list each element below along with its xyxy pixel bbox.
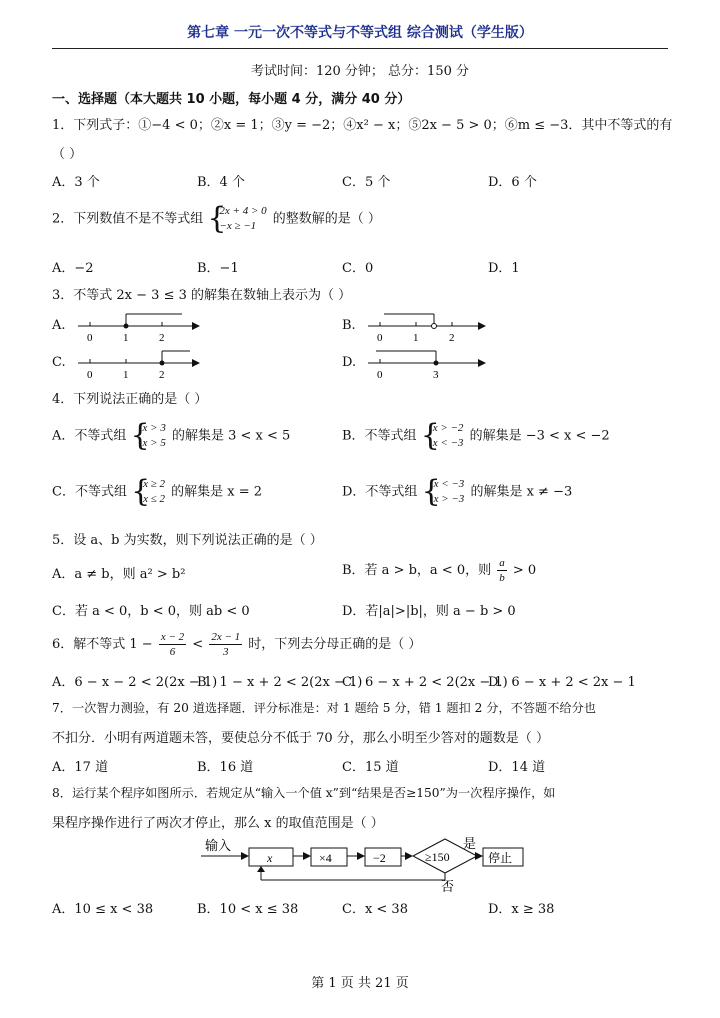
fraction-numerator: x − 2 <box>160 631 185 643</box>
q6-option-c: C．6 − x + 2 < 2(2x − 1) <box>342 675 508 690</box>
q2-stem <box>52 204 381 234</box>
q4-option-c <box>52 477 262 507</box>
program-flowchart <box>195 834 535 894</box>
page-number: 第 1 页 共 21 页 <box>311 976 409 991</box>
q2-option-b: B．−1 <box>197 261 239 276</box>
q2-system-brace <box>209 204 266 234</box>
q8-option-b: B．10 < x ≤ 38 <box>197 902 299 917</box>
q1-option-c: C．5 个 <box>342 175 391 190</box>
number-line-a <box>72 310 202 344</box>
tick-label: 0 <box>377 369 383 381</box>
section-heading-choice: 一、选择题（本大题共 10 小题，每小题 4 分，满分 40 分） <box>52 92 411 107</box>
number-line-d <box>362 347 492 381</box>
q4-option-a <box>52 421 290 451</box>
q4-system-brace <box>133 477 165 507</box>
q4-option-prefix: A．不等式组 <box>52 428 127 444</box>
number-line-b <box>362 310 492 344</box>
fraction-denominator: 6 <box>169 646 176 658</box>
flow-no-label: 否 <box>441 879 455 894</box>
tick-label: 1 <box>413 332 419 344</box>
q7-option-b: B．16 道 <box>197 760 254 775</box>
title-divider <box>52 48 668 49</box>
flow-var: x <box>267 851 273 865</box>
tick-label: 0 <box>377 332 383 344</box>
number-line-c <box>72 347 202 381</box>
q8-option-c: C．x < 38 <box>342 902 408 917</box>
q6-stem <box>52 630 421 659</box>
q1-option-d: D．6 个 <box>488 175 537 190</box>
q8-option-a: A．10 ≤ x < 38 <box>52 902 154 917</box>
q5-option-a: A．a ≠ b，则 a² > b² <box>52 567 186 582</box>
q4-option-suffix: 的解集是 x = 2 <box>171 484 263 500</box>
q4-system-brace <box>423 421 464 451</box>
q3-label-d: D. <box>342 355 357 370</box>
q3-label-c: C. <box>52 355 66 370</box>
flow-stop: 停止 <box>488 851 513 865</box>
flow-condition: ≥150 <box>425 850 450 864</box>
q2-option-c: C．0 <box>342 261 374 276</box>
q1-paren: （ ） <box>52 147 83 162</box>
flow-yes-label: 是 <box>463 836 477 851</box>
q8-line1: 8．运行某个程序如图所示．若规定从“输入一个值 x”到“结果是否≥150”为一次程序操作，如 <box>52 786 556 800</box>
q7-option-c: C．15 道 <box>342 760 399 775</box>
q5-option-d: D．若|a|>|b|，则 a − b > 0 <box>342 604 516 619</box>
flow-times: ×4 <box>319 851 332 865</box>
q1-stem: 1．下列式子：①−4 < 0；②x = 1；③y = −2；④x² − x；⑤2x − 5 > 0；⑥m ≤ −3．其中不等式的有 <box>52 118 673 133</box>
page-title: 第七章 一元一次不等式与不等式组 综合测试（学生版） <box>187 25 533 41</box>
q8-option-d: D．x ≥ 38 <box>488 902 555 917</box>
exam-info: 考试时间：120 分钟； 总分：150 分 <box>250 64 470 79</box>
q3-stem: 3．不等式 2x − 3 ≤ 3 的解集在数轴上表示为（ ） <box>52 288 352 303</box>
q4-system-row: { x > −2 <box>432 422 464 434</box>
q4-option-suffix: 的解集是 3 < x < 5 <box>171 428 291 444</box>
q8-line2: 果程序操作进行了两次才停止，那么 x 的取值范围是（ ） <box>52 816 384 831</box>
fraction-denominator: b <box>499 572 505 584</box>
q4-option-suffix: 的解集是 x ≠ −3 <box>470 484 573 500</box>
fraction-numerator: 2x − 1 <box>211 631 241 643</box>
tick-label: 2 <box>449 332 455 344</box>
q1-option-b: B．4 个 <box>197 175 245 190</box>
q4-stem: 4．下列说法正确的是（ ） <box>52 392 208 407</box>
tick-label: 0 <box>87 332 93 344</box>
q4-system-row: x < −3 <box>432 437 464 449</box>
q4-system-row: x > 5 <box>142 437 166 449</box>
q7-line1: 7．一次智力测验，有 20 道选择题．评分标准是：对 1 题给 5 分，错 1 题扣 2 分，不答题不给分也 <box>52 701 596 715</box>
q5-option-b <box>342 556 536 585</box>
fraction-numerator: a <box>499 557 505 569</box>
tick-label: 0 <box>87 369 93 381</box>
tick-label: 3 <box>433 369 439 381</box>
q2-system-row: −x ≥ −1 <box>219 220 257 232</box>
tick-label: 2 <box>159 332 165 344</box>
q4-system-row: { x < −3 <box>433 478 465 490</box>
q3-label-b: B. <box>342 318 356 333</box>
q2-option-d: D．1 <box>488 261 520 276</box>
fraction <box>209 630 242 659</box>
q4-option-d <box>342 477 572 507</box>
q1-option-a: A．3 个 <box>52 175 100 190</box>
q4-system-row: { x ≥ 2 <box>143 478 166 490</box>
q4-option-suffix: 的解集是 −3 < x < −2 <box>469 428 610 444</box>
q4-system-row: x ≤ 2 <box>143 493 166 505</box>
q2-prefix: 2．下列数值不是不等式组 <box>52 211 204 227</box>
q5-option-suffix: > 0 <box>512 563 537 578</box>
q6-option-b: B．1 − x + 2 < 2(2x − 1) <box>197 675 363 690</box>
q5-option-c: C．若 a < 0，b < 0，则 ab < 0 <box>52 604 250 619</box>
tick-label: 2 <box>159 369 165 381</box>
q4-option-prefix: B．不等式组 <box>342 428 417 444</box>
q6-less-than: < <box>192 637 204 652</box>
q5-stem: 5．设 a、b 为实数，则下列说法正确的是（ ） <box>52 533 323 548</box>
q6-suffix: 时，下列去分母正确的是（ ） <box>248 637 422 652</box>
q2-system-row: { 2x + 4 > 0 <box>219 205 267 217</box>
q6-prefix: 6．解不等式 1 − <box>52 637 153 652</box>
q4-option-prefix: D．不等式组 <box>342 484 418 500</box>
q3-label-a: A. <box>52 318 66 333</box>
fraction <box>159 630 186 659</box>
fraction <box>497 556 507 585</box>
q2-option-a: A．−2 <box>52 261 94 276</box>
q7-option-a: A．17 道 <box>52 760 109 775</box>
q4-system-brace <box>133 421 166 451</box>
tick-label: 1 <box>123 332 129 344</box>
flow-minus: −2 <box>373 851 386 865</box>
q4-system-row: x > −3 <box>433 493 465 505</box>
fraction-denominator: 3 <box>223 646 229 658</box>
q7-option-d: D．14 道 <box>488 760 546 775</box>
q6-option-a: A．6 − x − 2 < 2(2x − 1) <box>52 675 218 690</box>
tick-label: 1 <box>123 369 129 381</box>
q5-option-prefix: B．若 a > b，a < 0，则 <box>342 563 492 578</box>
q2-suffix: 的整数解的是（ ） <box>272 211 381 227</box>
q7-line2: 不扣分．小明有两道题未答，要使总分不低于 70 分，那么小明至少答对的题数是（ ） <box>52 731 549 746</box>
q4-system-brace <box>424 477 465 507</box>
flow-input-label: 输入 <box>205 838 232 853</box>
q4-system-row: { x > 3 <box>142 422 166 434</box>
q4-option-prefix: C．不等式组 <box>52 484 127 500</box>
q6-option-d: D．6 − x + 2 < 2x − 1 <box>488 675 636 690</box>
q4-option-b <box>342 421 610 451</box>
